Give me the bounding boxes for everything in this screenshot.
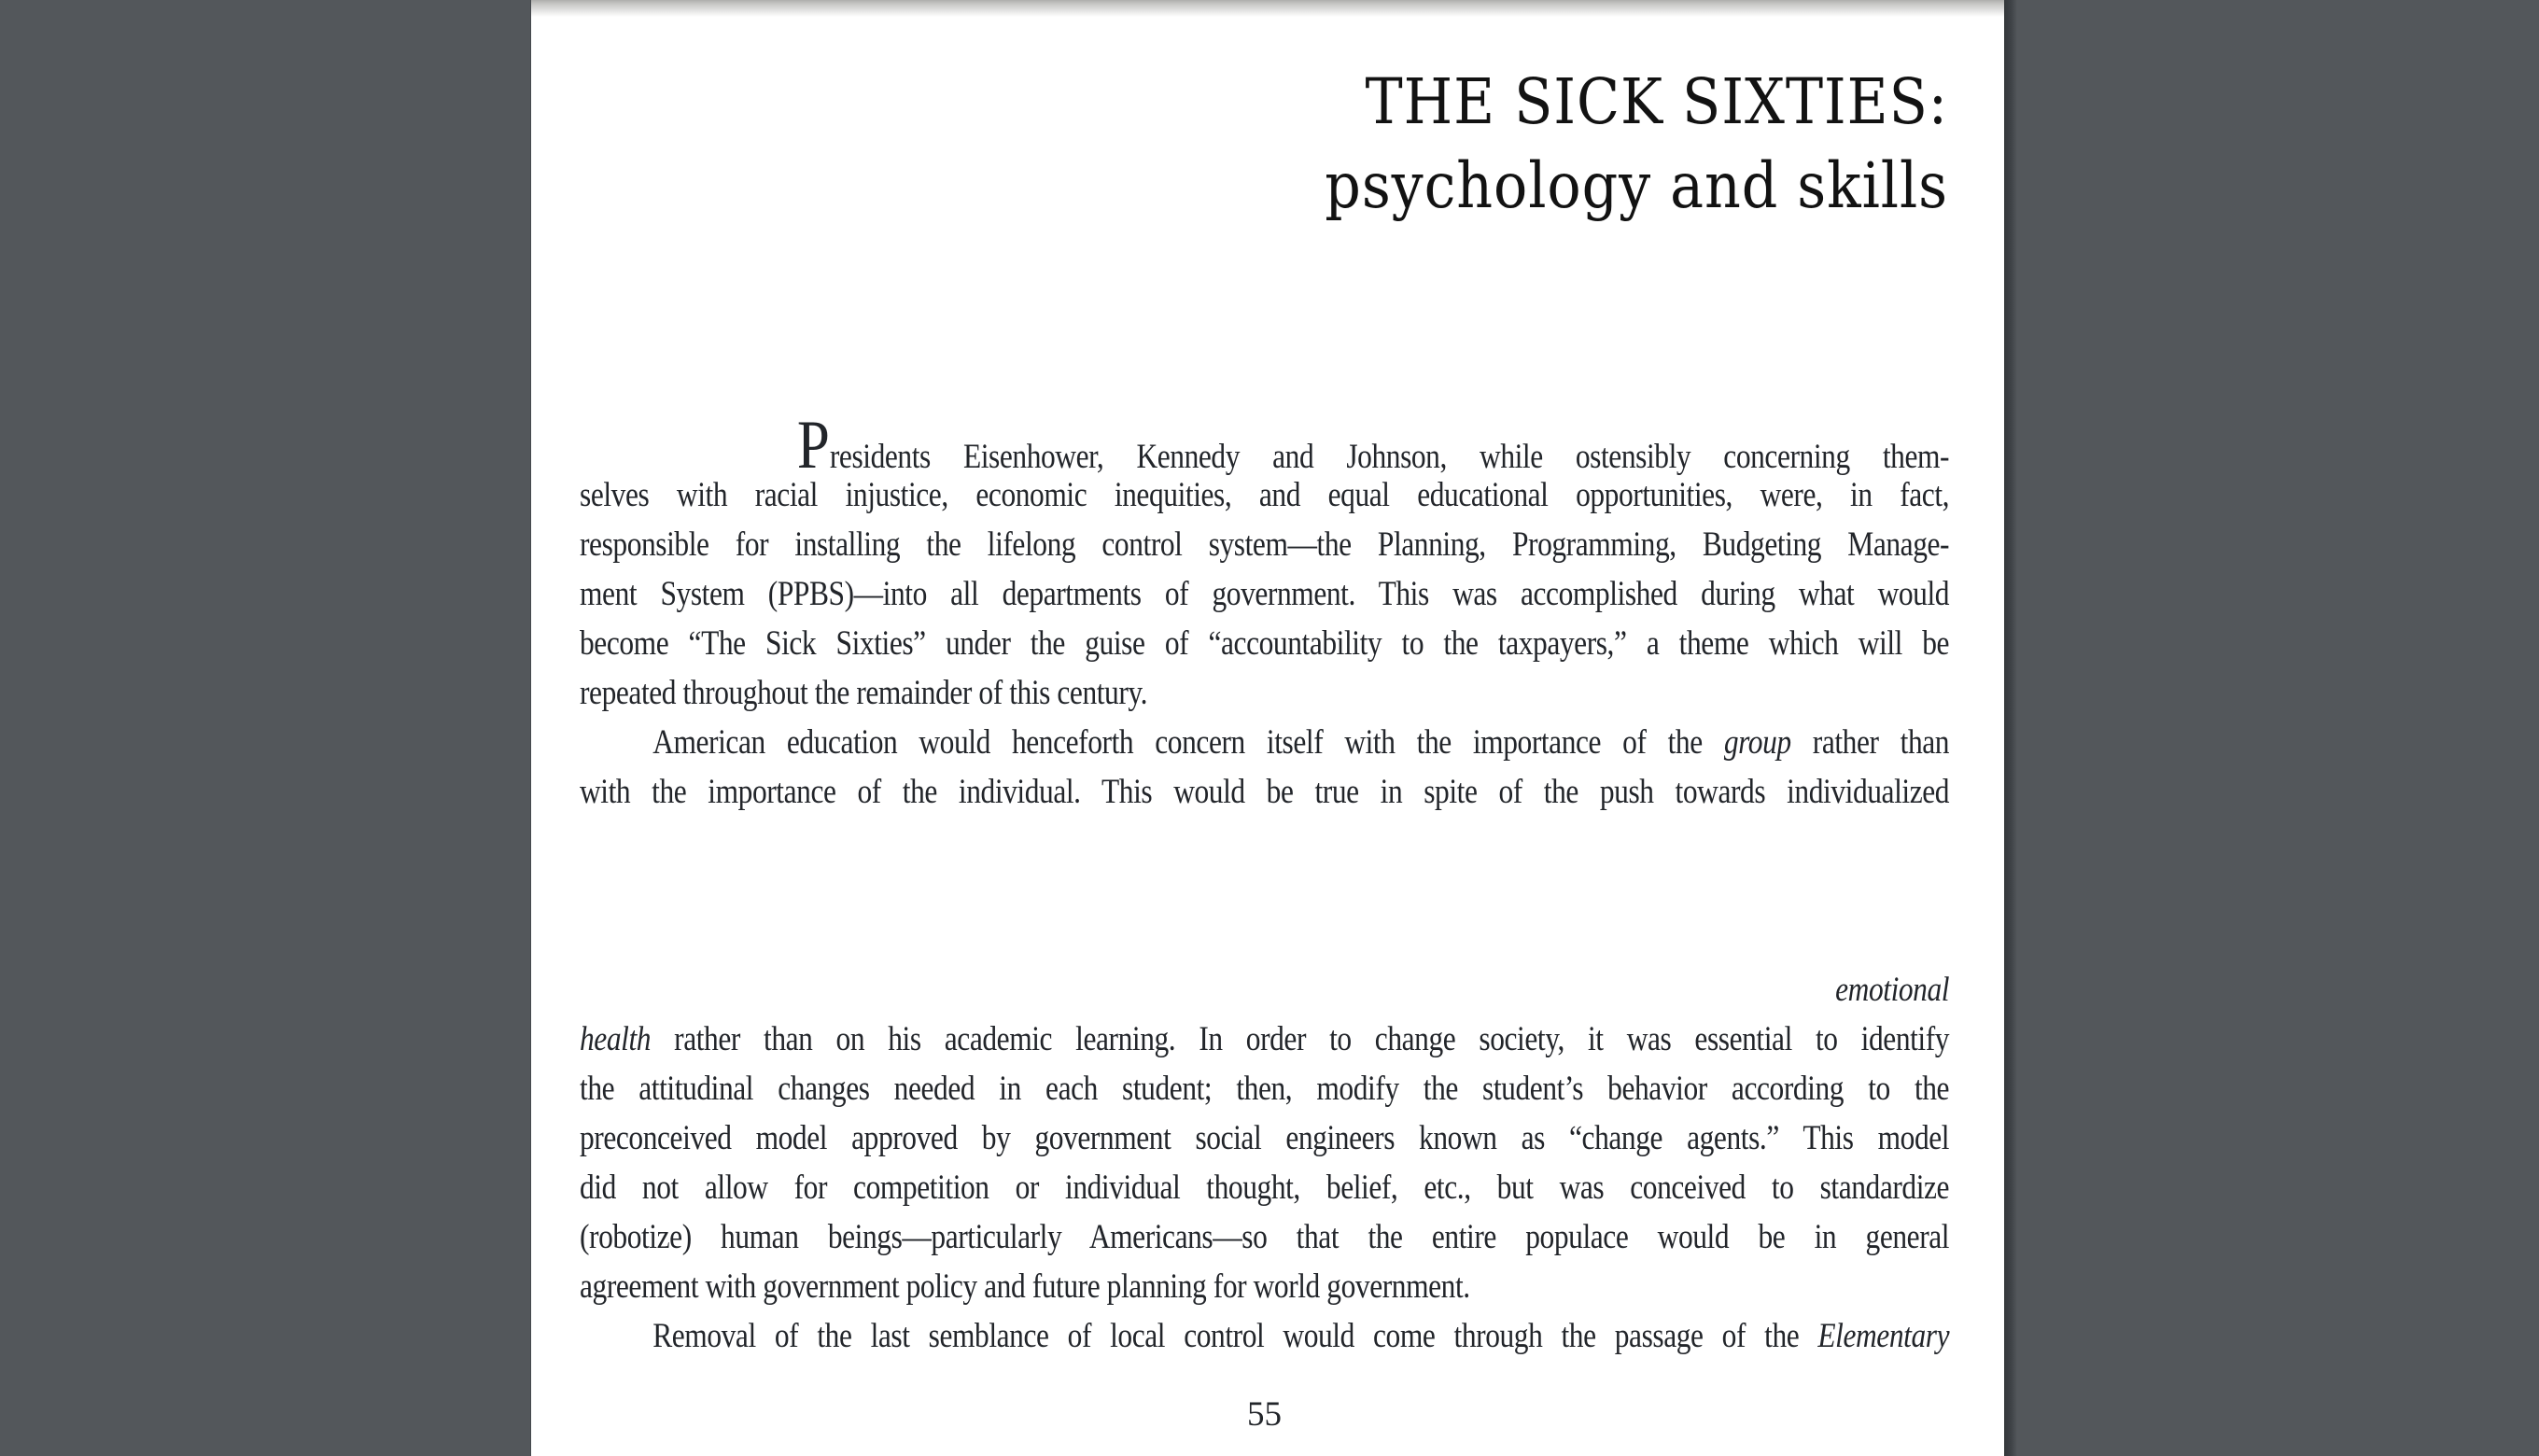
body-line: ment System (PPBS)—into all departments of government. This was accomplished during what would bbox=[580, 575, 1950, 613]
page-top-edge bbox=[531, 0, 2004, 19]
body-line: with the importance of the individual. This would be true in spite of the push towards individualized bbox=[580, 773, 1950, 811]
body-line: American education would henceforth concern itself with the importance of the group rather than bbox=[652, 723, 1950, 762]
body-line: agreement with government policy and future planning for world government. bbox=[580, 1267, 1470, 1306]
page-number: 55 bbox=[1247, 1395, 1282, 1434]
body-line: health rather than on his academic learning. In order to change society, it was essential to identify bbox=[580, 1020, 1950, 1058]
chapter-title-line2: psychology and skills bbox=[1325, 149, 1948, 222]
page-edge-shadow bbox=[2004, 0, 2017, 1456]
body-line bbox=[580, 916, 1949, 965]
chapter-title-line1: THE SICK SIXTIES: bbox=[1365, 65, 1948, 138]
body-line: (robotize) human beings—particularly Americans—so that the entire populace would be in general bbox=[580, 1218, 1950, 1256]
body-line: did not allow for competition or individual thought, belief, etc., but was conceived to standardize bbox=[580, 1169, 1950, 1207]
body-line: selves with racial injustice, economic inequities, and equal educational opportunities, were, in fact, bbox=[580, 476, 1950, 514]
body-line bbox=[580, 866, 1949, 916]
drop-cap: P bbox=[796, 407, 830, 483]
book-page[interactable] bbox=[530, 0, 2004, 1456]
body-line: become “The Sick Sixties” under the guise of “accountability to the taxpayers,” a theme which will be bbox=[580, 624, 1950, 663]
body-line: Removal of the last semblance of local control would come through the passage of the Elementary bbox=[652, 1317, 1950, 1355]
chapter-title bbox=[580, 60, 1948, 228]
body-line: emotional bbox=[1835, 971, 1950, 1009]
page-body-text bbox=[580, 407, 1950, 1361]
body-line: Presidents Eisenhower, Kennedy and Johnson, while ostensibly concerning them- bbox=[796, 407, 1950, 483]
body-line: the attitudinal changes needed in each student; then, modify the student’s behavior according to the bbox=[580, 1070, 1950, 1108]
body-line: preconceived model approved by government social engineers known as “change agents.” This model bbox=[580, 1119, 1950, 1157]
body-line: repeated throughout the remainder of this century. bbox=[580, 674, 1148, 712]
body-line: responsible for installing the lifelong control system—the Planning, Programming, Budgeting Manage- bbox=[580, 525, 1950, 564]
body-line bbox=[580, 817, 1949, 866]
